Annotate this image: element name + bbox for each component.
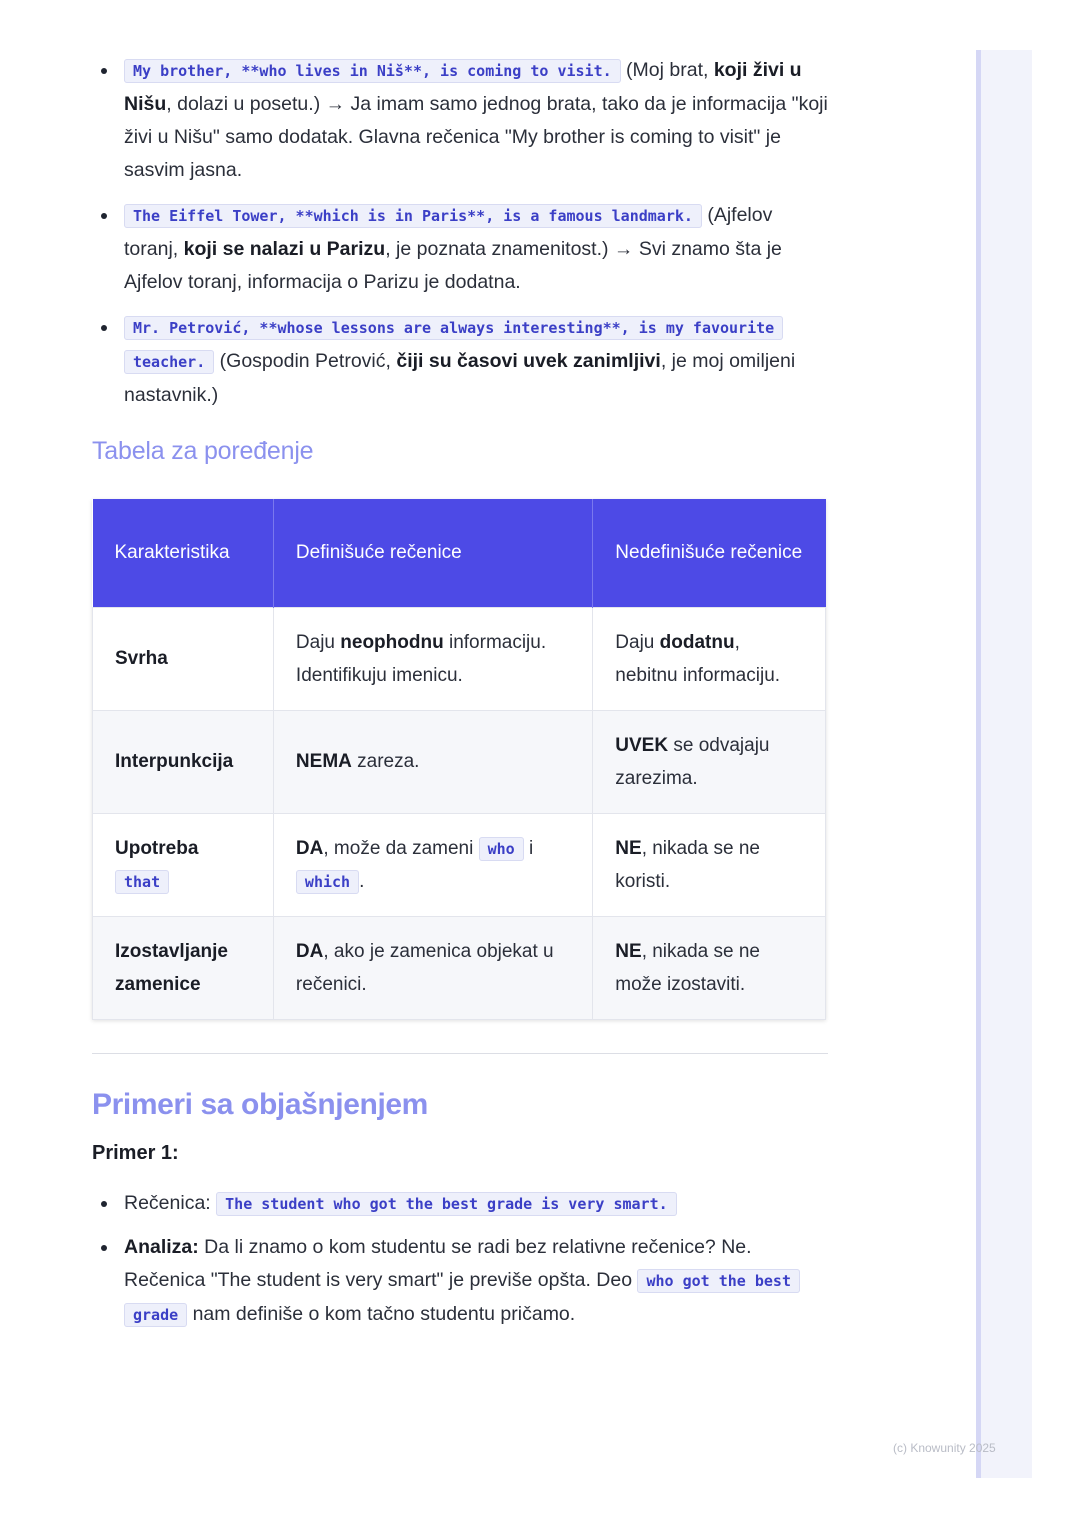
comparison-table — [92, 499, 826, 1020]
table-cell — [273, 916, 592, 1019]
example-text: , dolazi u posetu.) → Ja imam samo jednog brata, tako da je informacija "koji živi u Nišu" samo dodatak. Glavna rečenica "My brother is coming to visit" je sasvim jasna. — [124, 93, 828, 181]
row-label: Interpunkcija — [93, 710, 274, 813]
cell-bold: NEMA — [295, 751, 352, 772]
cell-text: , može da zameni — [323, 837, 479, 859]
cell-text: Daju — [295, 631, 341, 653]
table-cell — [273, 607, 592, 710]
example-bold: koji se nalazi u Parizu — [183, 238, 386, 260]
table-row — [93, 916, 826, 1019]
table-row — [93, 710, 826, 813]
analysis-text: Da li znamo o kom studentu se radi bez relativne rečenice? Ne. Rečenica "The student is very smart" je previše opšta. Deo — [124, 1235, 752, 1291]
row-label — [93, 813, 274, 916]
cell-bold: dodatnu — [659, 631, 735, 653]
table-cell — [273, 813, 592, 916]
inline-code: who — [479, 837, 524, 861]
examples-list — [92, 54, 828, 412]
inline-code: that — [115, 870, 169, 894]
cell-bold: UVEK — [615, 734, 669, 756]
cell-bold: NE — [615, 940, 642, 962]
table-cell — [593, 607, 826, 710]
section-divider — [92, 1053, 828, 1054]
example-code: Mr. Petrović, **whose lessons are always interesting**, is my favourite teacher. — [124, 316, 783, 374]
table-cell — [593, 813, 826, 916]
list-item — [92, 1187, 828, 1221]
cell-text: zareza. — [351, 751, 420, 772]
examples-heading: Primeri sa objašnjenjem — [92, 1087, 428, 1121]
table-row — [93, 607, 826, 710]
cell-bold: DA — [295, 837, 324, 859]
table-header-row — [93, 499, 826, 607]
example-text: (Moj brat, — [620, 59, 714, 81]
cell-bold: DA — [295, 940, 324, 962]
table-cell — [593, 710, 826, 813]
list-item — [92, 1231, 828, 1332]
cell-text: se odvajaju zarezima. — [615, 734, 770, 789]
column-header: Definišuće rečenice — [273, 499, 592, 607]
cell-bold: neophodnu — [340, 631, 444, 653]
example-text: , je moj omiljeni nastavnik.) — [124, 350, 796, 406]
example-code: My brother, **who lives in Niš**, is coming to visit. — [124, 59, 621, 83]
cell-text: , nebitnu informaciju. — [615, 631, 781, 686]
cell-text: , nikada se ne koristi. — [615, 837, 760, 892]
column-header: Nedefinišuće rečenice — [593, 499, 826, 607]
cell-text: . — [359, 870, 365, 892]
cell-text: Daju — [615, 631, 660, 653]
row-label-text: Upotreba — [115, 837, 199, 859]
analysis-code: who got the best grade — [124, 1269, 800, 1327]
inline-code: which — [296, 870, 359, 894]
primer-list — [92, 1187, 828, 1332]
example-bold: čiji su časovi uvek zanimljivi — [396, 350, 661, 372]
example-text: (Ajfelov toranj, — [124, 204, 773, 260]
row-label: Izostavljanje zamenice — [93, 916, 274, 1019]
cell-bold: NE — [615, 837, 642, 859]
sentence-code: The student who got the best grade is very smart. — [216, 1192, 677, 1216]
analysis-label: Analiza: — [124, 1235, 199, 1258]
table-cell — [593, 916, 826, 1019]
list-item — [92, 199, 828, 299]
cell-text: , ako je zamenica objekat u rečenici. — [295, 940, 554, 995]
sentence-label: Rečenica: — [124, 1191, 217, 1214]
primer-title: Primer 1: — [92, 1141, 179, 1164]
list-item — [92, 54, 828, 187]
table-row — [93, 813, 826, 916]
copyright-footer: (c) Knowunity 2025 — [893, 1441, 996, 1455]
side-panel — [976, 50, 1032, 1478]
side-panel-border — [976, 50, 981, 1478]
table-cell — [273, 710, 592, 813]
comparison-heading: Tabela za poređenje — [92, 437, 314, 465]
example-code: The Eiffel Tower, **which is in Paris**, is a famous landmark. — [124, 204, 702, 228]
column-header: Karakteristika — [93, 499, 274, 607]
example-bold: koji živi u Nišu — [124, 59, 802, 115]
example-text: (Gospodin Petrović, — [214, 350, 397, 372]
row-label: Svrha — [93, 607, 274, 710]
analysis-text: nam definiše o kom tačno studentu pričamo. — [187, 1302, 576, 1325]
example-text: , je poznata znamenitost.) → Svi znamo šta je Ajfelov toranj, informacija o Parizu je dodatna. — [124, 238, 782, 293]
cell-text: informaciju. Identifikuju imenicu. — [295, 631, 547, 686]
cell-text: i — [523, 837, 534, 859]
cell-text: , nikada se ne može izostaviti. — [615, 940, 760, 995]
list-item — [92, 311, 828, 412]
document-content — [92, 50, 828, 1342]
